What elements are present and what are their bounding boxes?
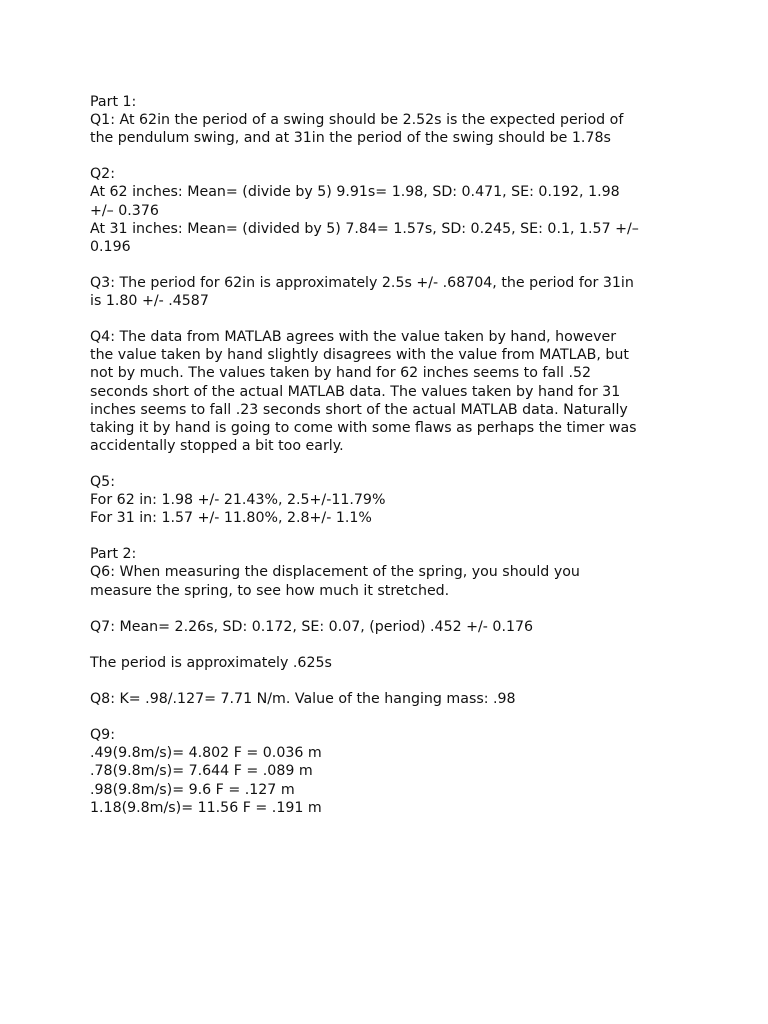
spacer (90, 527, 682, 545)
spacer (90, 636, 682, 654)
q4-line-6: taking it by hand is going to come with some flaws as perhaps the timer was (90, 419, 637, 436)
q9-line-2: .78(9.8m/s)= 7.644 F = .089 m (90, 763, 313, 780)
q1-line-1: Q1: At 62in the period of a swing should be 2.52s is the expected period of (90, 112, 624, 129)
heading-q5: Q5: (90, 473, 115, 490)
spacer (90, 256, 682, 274)
q3-line-2: is 1.80 +/- .4587 (90, 293, 209, 310)
q4-line-7: accidentally stopped a bit too early. (90, 437, 344, 454)
q9-line-4: 1.18(9.8m/s)= 11.56 F = .191 m (90, 799, 322, 816)
q7-line-1: Q7: Mean= 2.26s, SD: 0.172, SE: 0.07, (period) .452 +/- 0.176 (90, 618, 534, 635)
q9-line-3: .98(9.8m/s)= 9.6 F = .127 m (90, 781, 295, 798)
q8-line-1: Q8: K= .98/.127= 7.71 N/m. Value of the hanging mass: .98 (90, 691, 516, 708)
q5-line-2: For 31 in: 1.57 +/- 11.80%, 2.8+/- 1.1% (90, 510, 372, 527)
heading-q9: Q9: (90, 727, 115, 744)
heading-part-2: Part 2: (90, 546, 137, 563)
q2-line-3: At 31 inches: Mean= (divided by 5) 7.84= 1.57s, SD: 0.245, SE: 0.1, 1.57 +/– (90, 220, 639, 237)
q5-line-1: For 62 in: 1.98 +/- 21.43%, 2.5+/-11.79% (90, 492, 386, 509)
q4-line-1: Q4: The data from MATLAB agrees with the value taken by hand, however (90, 329, 617, 346)
q4-line-5: inches seems to fall .23 seconds short of the actual MATLAB data. Naturally (90, 401, 628, 418)
q3-line-1: Q3: The period for 62in is approximately 2.5s +/- .68704, the period for 31in (90, 274, 634, 291)
spacer (90, 147, 682, 165)
spacer (90, 455, 682, 473)
spacer (90, 708, 682, 726)
q2-line-1: At 62 inches: Mean= (divide by 5) 9.91s= 1.98, SD: 0.471, SE: 0.192, 1.98 (90, 184, 620, 201)
document-body (90, 93, 682, 817)
spacer (90, 310, 682, 328)
q4-line-4: seconds short of the actual MATLAB data. The values taken by hand for 31 (90, 383, 621, 400)
period-statement: The period is approximately .625s (90, 654, 332, 671)
q9-line-1: .49(9.8m/s)= 4.802 F = 0.036 m (90, 745, 322, 762)
q2-line-2: +/– 0.376 (90, 202, 159, 219)
q2-line-4: 0.196 (90, 238, 131, 255)
q4-line-3: not by much. The values taken by hand for 62 inches seems to fall .52 (90, 365, 592, 382)
heading-part-1: Part 1: (90, 94, 137, 110)
q1-line-2: the pendulum swing, and at 31in the period of the swing should be 1.78s (90, 130, 611, 147)
heading-q2: Q2: (90, 166, 115, 183)
q6-line-1: Q6: When measuring the displacement of the spring, you should you (90, 564, 580, 581)
q4-line-2: the value taken by hand slightly disagrees with the value from MATLAB, but (90, 347, 629, 364)
q6-line-2: measure the spring, to see how much it stretched. (90, 582, 450, 599)
spacer (90, 672, 682, 690)
spacer (90, 600, 682, 618)
